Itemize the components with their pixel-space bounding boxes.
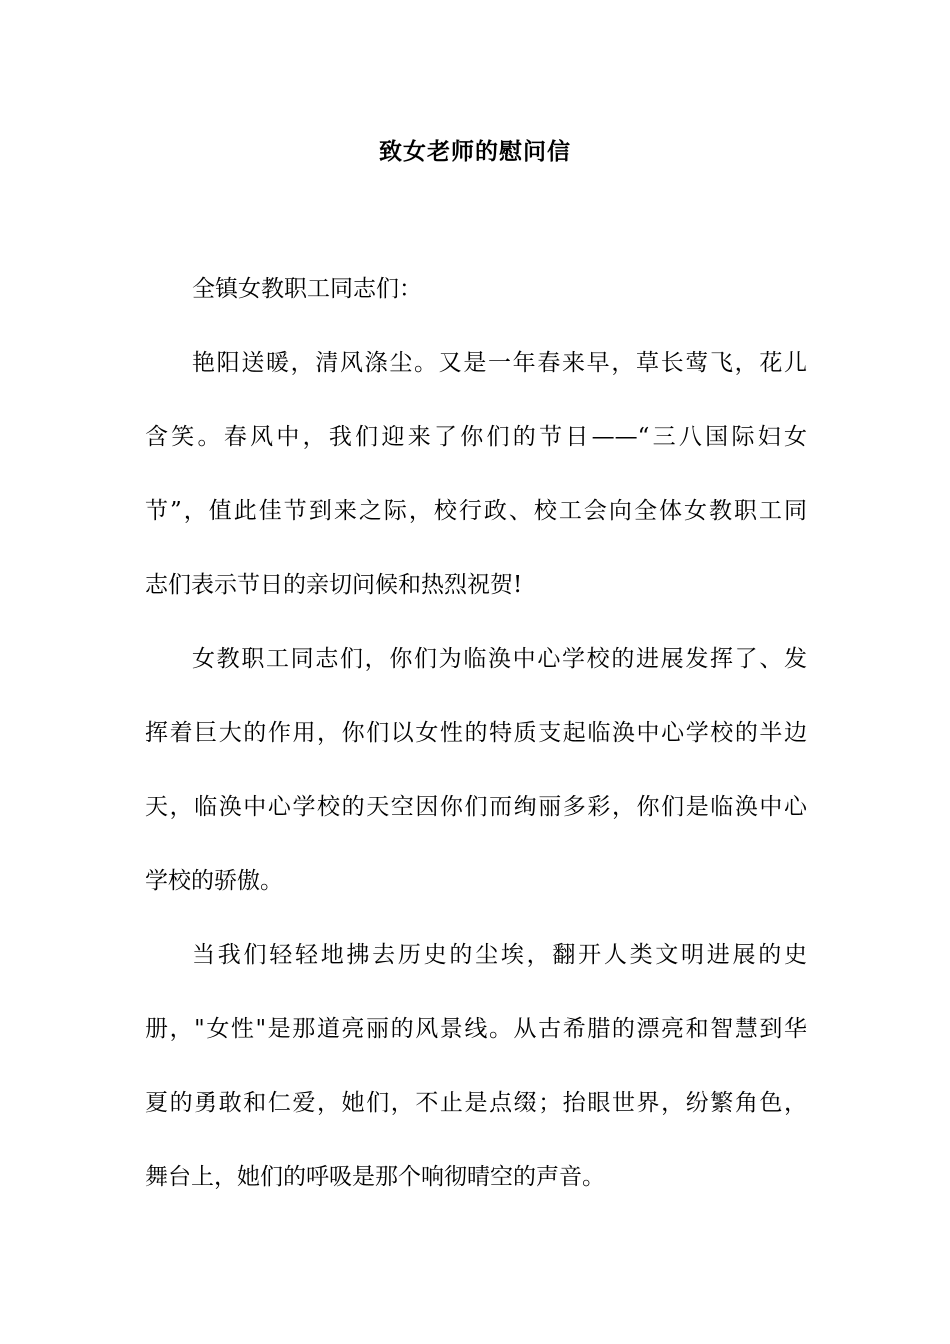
- salutation: 全镇女教职工同志们：: [192, 276, 422, 302]
- paragraph-line: 册，"女性"是那道亮丽的风景线。从古希腊的漂亮和智慧到华: [145, 1016, 807, 1042]
- letter-body: [145, 252, 807, 1214]
- paragraph-line: 舞台上，她们的呼吸是那个响彻晴空的声音。: [145, 1164, 605, 1190]
- document-title: 致女老师的慰问信: [379, 138, 571, 165]
- paragraph-line: 当我们轻轻地拂去历史的尘埃，翻开人类文明进展的史: [192, 942, 807, 968]
- paragraph-line: 节”，值此佳节到来之际，校行政、校工会向全体女教职工同: [145, 498, 807, 524]
- paragraph-line: 夏的勇敢和仁爱，她们，不止是点缀；抬眼世界，纷繁角色，: [145, 1090, 807, 1116]
- paragraph-1: [145, 326, 807, 622]
- paragraph-2: [145, 622, 807, 918]
- paragraph-line: 女教职工同志们，你们为临涣中心学校的进展发挥了、发: [192, 646, 807, 672]
- paragraph-line: 志们表示节日的亲切问候和热烈祝贺!: [145, 572, 523, 598]
- paragraph-line: 含笑。春风中，我们迎来了你们的节日——“三八国际妇女: [145, 424, 807, 450]
- paragraph-line: 学校的骄傲。: [145, 868, 283, 894]
- paragraph-line: 天，临涣中心学校的天空因你们而绚丽多彩，你们是临涣中心: [145, 794, 807, 820]
- paragraph-line: 艳阳送暖，清风涤尘。又是一年春来早，草长莺飞，花儿: [192, 350, 807, 376]
- paragraph-3: [145, 918, 807, 1214]
- paragraph-line: 挥着巨大的作用，你们以女性的特质支起临涣中心学校的半边: [145, 720, 807, 746]
